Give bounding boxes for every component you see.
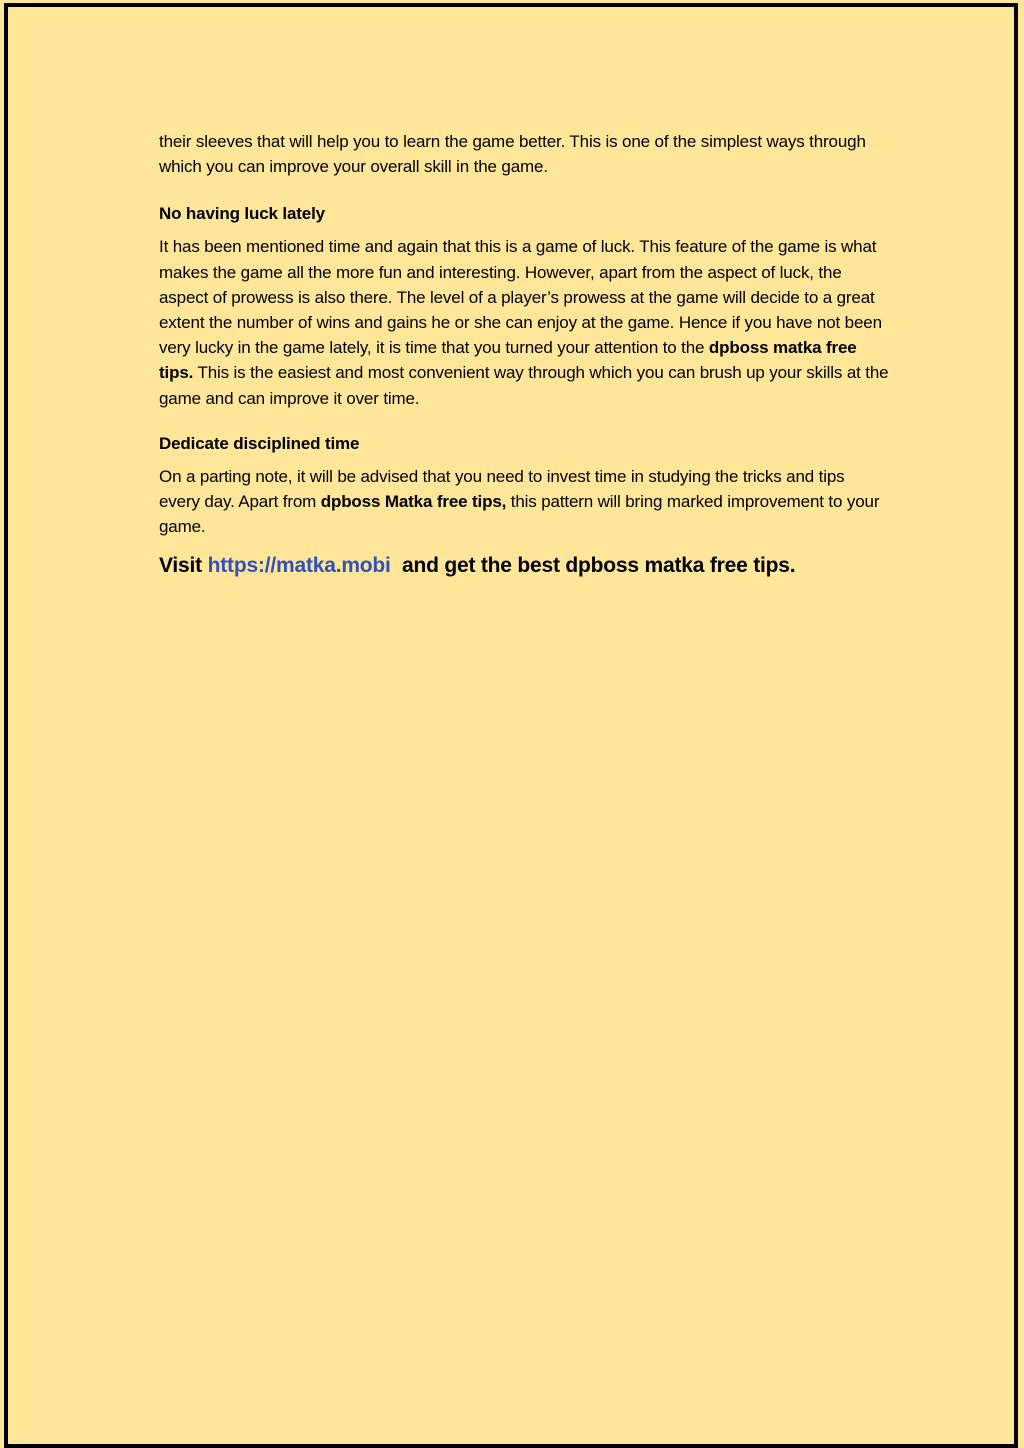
document-body [159,129,889,581]
bold-keyword: dpboss matka free tips. [159,338,857,383]
section-paragraph-luck [159,234,889,410]
section-paragraph-discipline [159,464,889,540]
cta-suffix: and get the best dpboss matka free tips. [390,554,796,578]
call-to-action [159,551,889,581]
bold-keyword: dpboss Matka free tips, [320,492,507,512]
document-page [4,3,1018,1448]
paragraph-text: this pattern will bring marked improvement to your game. [159,492,880,537]
section-heading-luck: No having luck lately [159,204,325,224]
cta-prefix: Visit [159,554,208,578]
paragraph-text: This is the easiest and most convenient way through which you can brush up your skills at the game and can improve it over time. [159,363,889,408]
intro-paragraph: their sleeves that will help you to learn the game better. This is one of the simplest ways through which you can improve your overall skill in the game. [159,132,866,177]
section-heading-discipline: Dedicate disciplined time [159,433,360,453]
paragraph-text: It has been mentioned time and again that this is a game of luck. This feature of the game is what makes the game all the more fun and interesting. However, apart from the aspect of luck, the aspect of prowess is also there. The level of a player’s prowess at the game will decide to a great extent the number of wins and gains he or she can enjoy at the game. Hence if you have not been very lucky in the game lately, it is time that you turned your attention to the [159,237,882,358]
website-link[interactable]: https://matka.mobi [207,554,391,578]
paragraph-text: On a parting note, it will be advised that you need to invest time in studying the tricks and tips every day. Apart from [159,466,845,512]
